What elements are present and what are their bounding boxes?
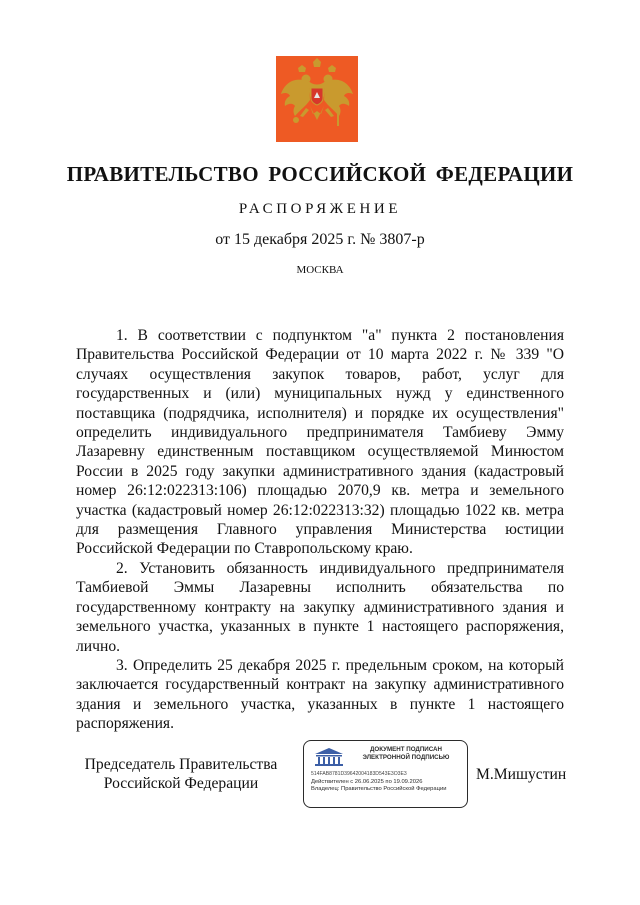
document-date-number: от 15 декабря 2025 г. № 3807-р bbox=[215, 231, 425, 248]
signatory-name: М.Мишустин bbox=[476, 766, 567, 783]
paragraph-3: 3. Определить 25 декабря 2025 г. предельным сроком, на который заключается государственный контракт на закупку административного здания и земельного участка, указанных в пункте 1 настоящего распоряжения. bbox=[76, 656, 564, 733]
electronic-signature-stamp bbox=[303, 740, 468, 808]
government-title: ПРАВИТЕЛЬСТВО РОССИЙСКОЙ ФЕДЕРАЦИИ bbox=[66, 162, 574, 186]
certificate-owner: Владелец: Правительство Российской Федерации bbox=[311, 786, 447, 792]
stamp-title-line2: ЭЛЕКТРОННОЙ ПОДПИСЬЮ bbox=[362, 754, 450, 761]
document-body bbox=[76, 326, 564, 734]
paragraph-1: 1. В соответствии с подпунктом "а" пункта 2 постановления Правительства Российской Федерации от 10 марта 2022 г. № 339 "О случаях осуществления закупок товаров, работ, услуг для государственных и (или) муниципальных нужд у единственного поставщика (подрядчика, исполнителя) и порядке их осуществления" определить индивидуального предпринимателя Тамбиеву Эмму Лазаревну единственным поставщиком осуществляемой Минюстом России в 2025 году закупки административного здания (кадастровый номер 26:12:022313:106) площадью 2070,9 кв. метра и земельного участка (кадастровый номер 26:12:022313:32) площадью 1022 кв. метра для размещения Главного управления Министерства юстиции Российской Федерации по Ставропольскому краю. bbox=[76, 327, 564, 558]
government-building-icon bbox=[313, 747, 345, 767]
certificate-serial: 514FAB8781D39642004183D543E3O3E3 bbox=[311, 771, 407, 777]
coat-of-arms-icon bbox=[276, 56, 358, 142]
signatory-position-line2: Российской Федерации bbox=[103, 775, 259, 793]
signatory-position-line1: Председатель Правительства bbox=[84, 756, 278, 773]
paragraph-2: 2. Установить обязанность индивидуального предпринимателя Тамбиевой Эммы Лазаревны исполнить обязательства по государственному контракту на закупку административного здания и земельного участка, указанных в пункте 1 настоящего распоряжения, лично. bbox=[76, 559, 564, 655]
stamp-title bbox=[348, 746, 464, 762]
document-city: МОСКВА bbox=[296, 264, 344, 276]
document-type: РАСПОРЯЖЕНИЕ bbox=[238, 201, 402, 217]
certificate-validity: Действителен с 26.06.2025 по 19.09.2026 bbox=[311, 779, 423, 785]
signatory-position bbox=[76, 755, 286, 794]
stamp-title-line1: ДОКУМЕНТ ПОДПИСАН bbox=[370, 746, 442, 753]
